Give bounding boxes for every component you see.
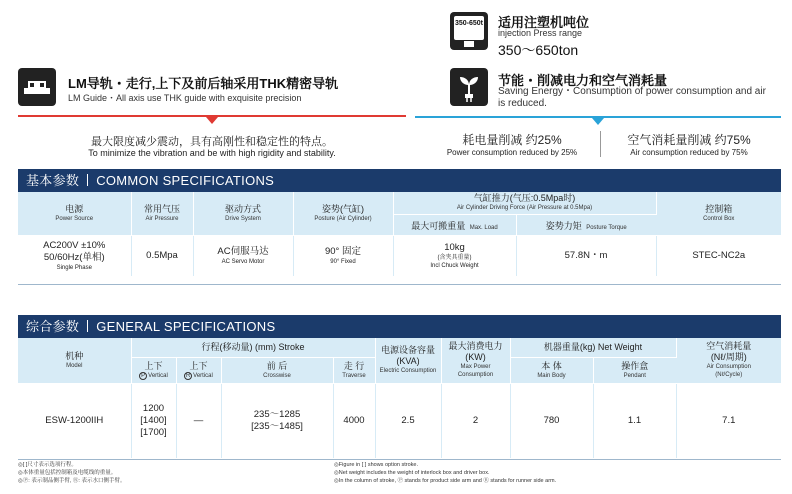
lm-guide-title: LM导轨・走行,上下及前后轴采用THK精密导轨 bbox=[68, 76, 339, 91]
col-model: 机种 Model bbox=[18, 338, 131, 383]
value-crosswise: 235～1285 [235～1485] bbox=[221, 383, 333, 458]
footnote-zh-3: ◎Ⓟ: 表示制品侧手臂, Ⓡ: 表示水口侧手臂。 bbox=[18, 478, 126, 484]
col-posture-torque: 姿势力矩 Posture Torque bbox=[516, 214, 656, 235]
value-posture: 90° 固定 90° Fixed bbox=[293, 235, 393, 276]
air-reduction-en: Air consumption reduced by 75% bbox=[630, 148, 748, 157]
col-vertical-p: 上下 P Vertical bbox=[131, 357, 176, 383]
common-table-bottom-rule bbox=[18, 284, 781, 285]
value-max-power: 2 bbox=[441, 383, 510, 458]
value-main-body: 780 bbox=[510, 383, 593, 458]
press-tonnage-icon bbox=[450, 12, 488, 50]
value-posture-torque: 57.8N・m bbox=[516, 235, 656, 276]
general-specs-header bbox=[18, 315, 781, 338]
col-vertical-r: 上下 R Vertical bbox=[176, 357, 221, 383]
value-air-pressure: 0.5Mpa bbox=[131, 235, 193, 276]
value-power-source: AC200V ±10% 50/60Hz(单相) Single Phase bbox=[18, 235, 131, 276]
general-table-bottom-rule bbox=[18, 459, 781, 460]
press-subtitle: injection Press range bbox=[498, 28, 583, 38]
col-stroke: 行程(移动量) (mm) Stroke bbox=[131, 338, 375, 357]
footnote-zh-2: ◎本体重量包括控制箱及电缆线的重量。 bbox=[18, 470, 117, 476]
col-electric-consumption: 电源设备容量 (KVA) Electric Consumption bbox=[375, 338, 441, 383]
energy-description: Saving Energy・Consumption of power consumption and air is reduced. bbox=[498, 86, 766, 109]
col-max-load: 最大可搬重量 Max. Load bbox=[393, 214, 516, 235]
energy-plant-icon bbox=[450, 68, 488, 106]
air-reduction-zh: 空气消耗量削减 约75% bbox=[627, 133, 751, 147]
value-model: ESW-1200IIH bbox=[18, 383, 131, 458]
common-specs-title-zh: 基本参数 bbox=[26, 173, 80, 188]
col-cylinder-force: 气缸推力(气压:0.5Mpa时) Air Cylinder Driving Force (Air Pressure at 0.5Mpa) bbox=[393, 192, 656, 214]
runner-side-mark-icon: R bbox=[185, 372, 191, 379]
general-specs-title-zh: 综合参数 bbox=[26, 319, 80, 334]
value-vertical-r: — bbox=[176, 383, 221, 458]
value-max-load: 10kg (含夹具重量) Incl Chuck Weight bbox=[393, 235, 516, 276]
lm-guide-icon bbox=[18, 68, 56, 106]
value-control-box: STEC-NC2a bbox=[692, 249, 746, 261]
product-side-mark-icon: P bbox=[141, 372, 146, 379]
general-specs-table bbox=[18, 338, 781, 458]
value-air-consumption: 7.1 bbox=[722, 414, 736, 426]
footnote-zh-1: ◎[ ]尺寸表示选项行程。 bbox=[18, 462, 77, 468]
col-pendant: 操作盒 Pendant bbox=[593, 357, 676, 383]
value-pendant: 1.1 bbox=[593, 383, 676, 458]
footnote-en-1: ◎Figure in [ ] shows option stroke. bbox=[334, 462, 418, 468]
col-main-body: 本 体 Main Body bbox=[510, 357, 593, 383]
press-title: 适用注塑机吨位 bbox=[498, 15, 590, 30]
col-control-box: 控制箱 Control Box bbox=[656, 192, 781, 235]
table-row bbox=[18, 383, 781, 458]
common-specs-table bbox=[18, 192, 781, 276]
common-specs-header bbox=[18, 169, 781, 192]
col-crosswise: 前 后 Crosswise bbox=[221, 357, 333, 383]
press-range: 350～650ton bbox=[498, 42, 579, 58]
col-max-power: 最大消费电力 (KW) Max Power Consumption bbox=[441, 338, 510, 383]
value-traverse: 4000 bbox=[333, 383, 375, 458]
energy-pointer bbox=[592, 118, 604, 125]
press-label-icon-text: 350-650t bbox=[454, 20, 484, 27]
energy-column-separator bbox=[600, 131, 601, 157]
col-net-weight: 机器重量(kg) Net Weight bbox=[510, 338, 676, 357]
power-reduction-zh: 耗电量削减 约25% bbox=[462, 133, 562, 147]
col-power-source: 电源 Power Source bbox=[18, 192, 131, 235]
power-reduction-en: Power consumption reduced by 25% bbox=[446, 148, 578, 157]
common-specs-title-en: COMMON SPECIFICATIONS bbox=[96, 173, 275, 188]
col-traverse: 走 行 Traverse bbox=[333, 357, 375, 383]
lm-guide-pointer bbox=[206, 117, 218, 124]
lm-guide-note-zh: 最大限度减少震动，具有高刚性和稳定性的特点。 bbox=[91, 136, 333, 148]
value-electric-consumption: 2.5 bbox=[375, 383, 441, 458]
footnote-en-2: ◎Net weight includes the weight of interlock box and driver box. bbox=[334, 470, 490, 476]
col-air-consumption: 空气消耗量 (Nℓ/周期) Air Consumption (Nℓ/Cycle) bbox=[676, 338, 781, 383]
col-drive-system: 驱动方式 Drive System bbox=[193, 192, 293, 235]
lm-guide-note-en: To minimize the vibration and be with high rigidity and stability. bbox=[88, 148, 336, 158]
value-vertical-p: 1200 [1400] [1700] bbox=[131, 383, 176, 458]
energy-title: 节能・削减电力和空气消耗量 bbox=[498, 73, 668, 88]
value-drive-system: AC伺服马达 AC Servo Motor bbox=[193, 235, 293, 276]
col-air-pressure: 常用气压 Air Pressure bbox=[131, 192, 193, 235]
lm-guide-subtitle: LM Guide・All axis use THK guide with exquisite precision bbox=[68, 93, 302, 103]
general-specs-title-en: GENERAL SPECIFICATIONS bbox=[96, 319, 276, 334]
col-posture: 姿势(气缸) Posture (Air Cylinder) bbox=[293, 192, 393, 235]
footnote-en-3: ◎In the column of stroke, Ⓟ stands for product side arm and Ⓡ stands for runner side arm. bbox=[334, 478, 557, 484]
